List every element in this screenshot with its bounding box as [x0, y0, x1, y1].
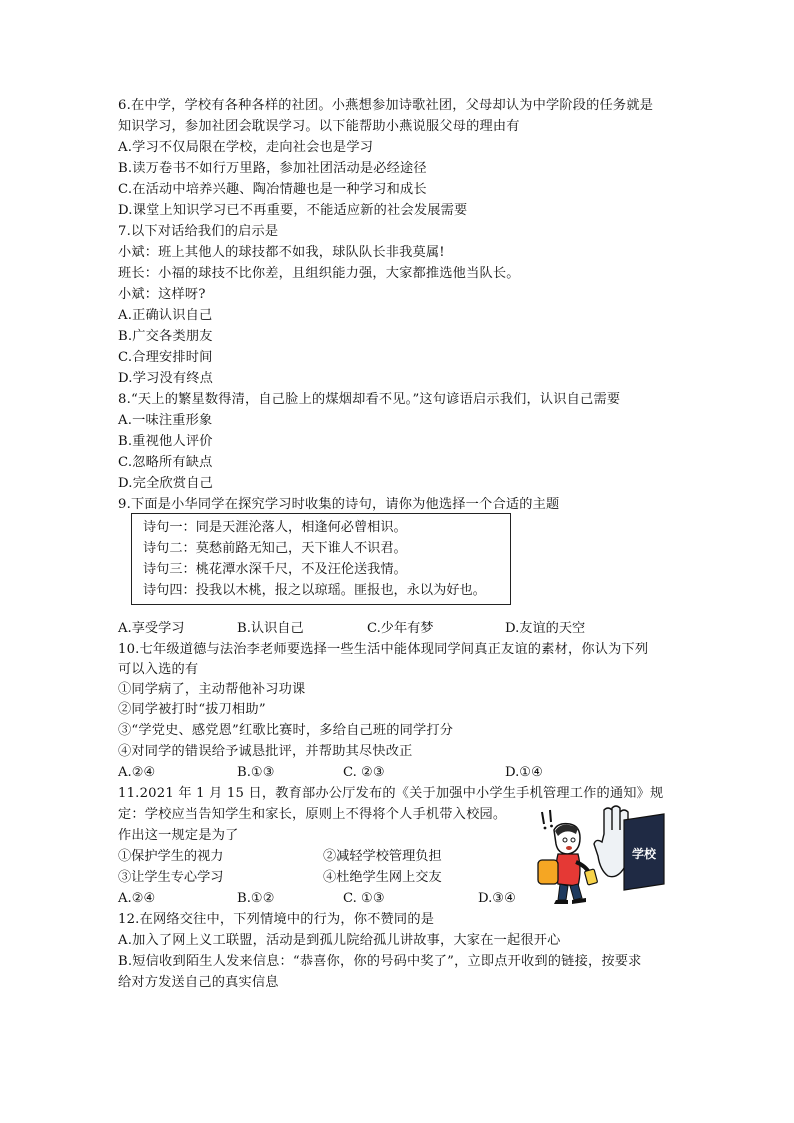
q7-option-d: D.学习没有终点 [118, 371, 214, 386]
q9-option-b: B.认识自己 [237, 621, 304, 636]
q7-dialogue-1: 小斌：班上其他人的球技都不如我，球队队长非我莫属! [118, 245, 445, 260]
q10-item-3: ③“学党史、感党恩”红歌比赛时，多给自己班的同学打分 [118, 723, 454, 738]
q11-option-d: D.③④ [478, 891, 516, 906]
q6-stem-line1: 6.在中学，学校有各种各样的社团。小燕想参加诗歌社团，父母却认为中学阶段的任务就是 [118, 98, 654, 113]
q9-poem-box [131, 513, 511, 605]
q6-option-c: C.在活动中培养兴趣、陶冶情趣也是一种学习和成长 [118, 182, 427, 197]
q9-option-d: D.友谊的天空 [505, 621, 586, 636]
q7-dialogue-3: 小斌：这样呀? [118, 287, 206, 302]
q10-option-b: B.①③ [237, 765, 275, 780]
q11-item-1: ①保护学生的视力 [118, 849, 224, 864]
q9-poem-4: 诗句四：投我以木桃，报之以琼瑶。匪报也，永以为好也。 [143, 583, 486, 598]
q10-stem-line1: 10.七年级道德与法治李老师要选择一些生活中能体现同学间真正友谊的素材，你认为下列 [118, 642, 649, 657]
q12-option-a: A.加入了网上义工联盟，活动是到孤儿院给孤儿讲故事，大家在一起很开心 [118, 933, 561, 948]
q11-item-3: ③让学生专心学习 [118, 870, 224, 885]
q11-stem-line3: 作出这一规定是为了 [118, 828, 239, 843]
q8-option-c: C.忽略所有缺点 [118, 455, 213, 470]
q10-option-c: C. ②③ [343, 765, 385, 780]
q7-option-b: B.广交各类朋友 [118, 329, 213, 344]
q7-option-a: A.正确认识自己 [118, 308, 213, 323]
q11-option-a: A.②④ [118, 891, 156, 906]
q6-option-b: B.读万卷书不如行万里路，参加社团活动是必经途径 [118, 161, 427, 176]
q11-stem-line1: 11.2021 年 1 月 15 日，教育部办公厅发布的《关于加强中小学生手机管理工作的通知》规 [118, 786, 664, 801]
q9-poem-1: 诗句一：同是天涯沦落人，相逢何必曾相识。 [143, 520, 407, 535]
q11-option-c: C. ①③ [343, 891, 385, 906]
q12-stem: 12.在网络交往中，下列情境中的行为，你不赞同的是 [118, 912, 435, 927]
q10-item-4: ④对同学的错误给予诚恳批评，并帮助其尽快改正 [118, 744, 413, 759]
school-sign-board [624, 814, 664, 890]
q9-poem-2: 诗句二：莫愁前路无知己，天下谁人不识君。 [143, 541, 407, 556]
q6-stem-line2: 知识学习，参加社团会耽误学习。以下能帮助小燕说服父母的理由有 [118, 119, 520, 134]
q6-option-d: D.课堂上知识学习已不再重要，不能适应新的社会发展需要 [118, 203, 468, 218]
student-figure [538, 824, 598, 904]
exclamation-icon [542, 810, 553, 829]
q6-option-a: A.学习不仅局限在学校，走向社会也是学习 [118, 140, 374, 155]
q11-item-4: ④杜绝学生网上交友 [323, 870, 442, 885]
q11-option-b: B.①② [237, 891, 275, 906]
q10-stem-line2: 可以入选的有 [118, 662, 199, 677]
q10-option-d: D.①④ [505, 765, 543, 780]
q12-option-b-line2: 给对方发送自己的真实信息 [118, 975, 279, 990]
q7-dialogue-2: 班长：小福的球技不比你差，且组织能力强，大家都推选他当队长。 [118, 266, 520, 281]
phone-icon [584, 869, 597, 885]
q11-item-2: ②减轻学校管理负担 [323, 849, 442, 864]
q7-option-c: C.合理安排时间 [118, 350, 213, 365]
q10-item-2: ②同学被打时“拔刀相助” [118, 702, 266, 717]
q8-option-b: B.重视他人评价 [118, 434, 213, 449]
q9-option-c: C.少年有梦 [367, 621, 434, 636]
q8-option-a: A.一味注重形象 [118, 413, 213, 428]
q10-option-a: A.②④ [118, 765, 156, 780]
q8-option-d: D.完全欣赏自己 [118, 476, 214, 491]
q9-stem: 9.下面是小华同学在探究学习时收集的诗句，请你为他选择一个合适的主题 [118, 497, 560, 512]
q7-stem: 7.以下对话给我们的启示是 [118, 224, 279, 239]
q8-stem: 8.“天上的繁星数得清，自己脸上的煤烟却看不见。”这句谚语启示我们，认识自己需要 [118, 392, 621, 407]
phone-ban-cartoon-image [528, 800, 668, 908]
stop-hand-icon [594, 806, 628, 877]
q11-stem-line2: 定：学校应当告知学生和家长，原则上不得将个人手机带入校园。 [118, 807, 507, 822]
q10-item-1: ①同学病了，主动帮他补习功课 [118, 682, 306, 697]
q12-option-b-line1: B.短信收到陌生人发来信息：“恭喜你，你的号码中奖了”，立即点开收到的链接，按要求 [118, 954, 642, 969]
school-sign-text: 学校 [632, 847, 657, 861]
q9-poem-3: 诗句三：桃花潭水深千尺，不及汪伦送我情。 [143, 562, 407, 577]
q9-option-a: A.享受学习 [118, 621, 185, 636]
